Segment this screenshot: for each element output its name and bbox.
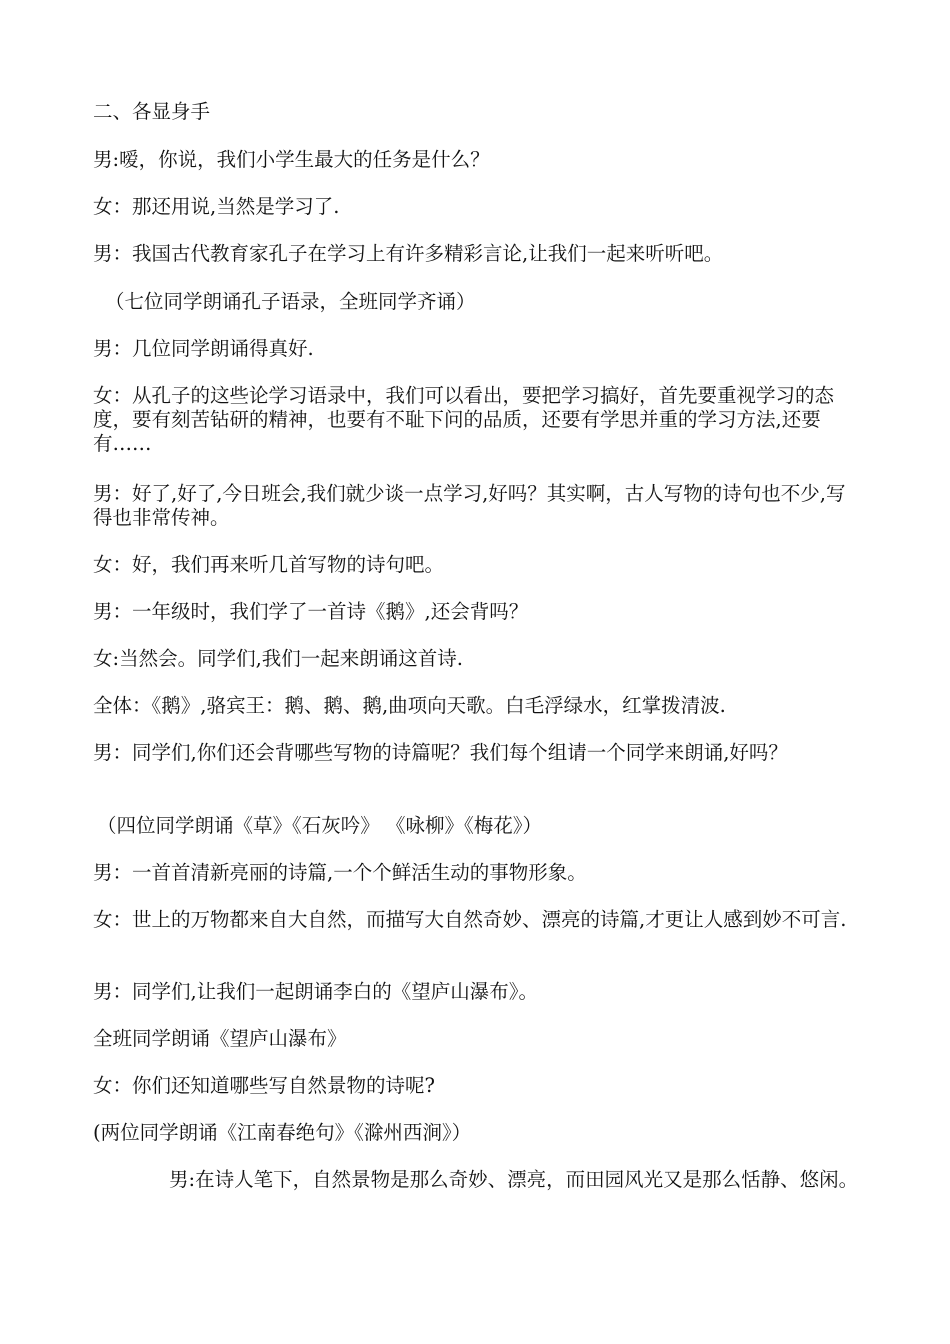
stage-direction-2: （四位同学朗诵《草》《石灰吟》 《咏柳》《梅花》） — [97, 814, 542, 837]
paragraph-10: 女:当然会。同学们,我们一起来朗诵这首诗. — [93, 647, 463, 670]
paragraph-18: 女：你们还知道哪些写自然景物的诗呢? — [93, 1074, 435, 1097]
paragraph-3: 男：我国古代教育家孔子在学习上有许多精彩言论,让我们一起来听听吧。 — [93, 242, 724, 265]
paragraph-15: 女：世上的万物都来自大自然，而描写大自然奇妙、漂亮的诗篇,才更让人感到妙不可言. — [93, 908, 847, 931]
paragraph-12: 男：同学们,你们还会背哪些写物的诗篇呢？我们每个组请一个同学来朗诵,好吗？ — [93, 741, 788, 764]
paragraph-14: 男：一首首清新亮丽的诗篇,一个个鲜活生动的事物形象。 — [93, 861, 587, 884]
stage-direction-3: (两位同学朗诵《江南春绝句》《滁州西涧》） — [93, 1121, 472, 1144]
paragraph-9: 男：一年级时，我们学了一首诗《鹅》,还会背吗？ — [93, 600, 529, 623]
paragraph-7: 男：好了,好了,今日班会,我们就少谈一点学习,好吗？其实啊，古人写物的诗句也不少,写得也非常传神。 — [93, 482, 846, 529]
paragraph-6: 女：从孔子的这些论学习语录中，我们可以看出，要把学习搞好，首先要重视学习的态度，要有刻苦钻研的精神，也要有不耻下问的品质，还要有学思并重的学习方法,还要有…… — [93, 384, 835, 455]
section-heading: 二、各显身手 — [93, 100, 211, 123]
paragraph-2: 女：那还用说,当然是学习了. — [93, 195, 340, 218]
stage-direction-1: （七位同学朗诵孔子语录，全班同学齐诵） — [105, 290, 476, 313]
paragraph-20: 男:在诗人笔下，自然景物是那么奇妙、漂亮，而田园风光又是那么恬静、悠闲。 — [169, 1168, 859, 1191]
paragraph-5: 男：几位同学朗诵得真好. — [93, 337, 314, 360]
paragraph-1: 男:嗳，你说，我们小学生最大的任务是什么？ — [93, 148, 490, 171]
paragraph-17: 全班同学朗诵《望庐山瀑布》 — [93, 1027, 347, 1050]
paragraph-16: 男：同学们,让我们一起朗诵李白的《望庐山瀑布》。 — [93, 980, 538, 1003]
paragraph-8: 女：好，我们再来听几首写物的诗句吧。 — [93, 553, 445, 576]
paragraph-11: 全体：《鹅》,骆宾王：鹅、鹅、鹅,曲项向天歌。白毛浮绿水，红掌拨清波. — [93, 694, 726, 717]
